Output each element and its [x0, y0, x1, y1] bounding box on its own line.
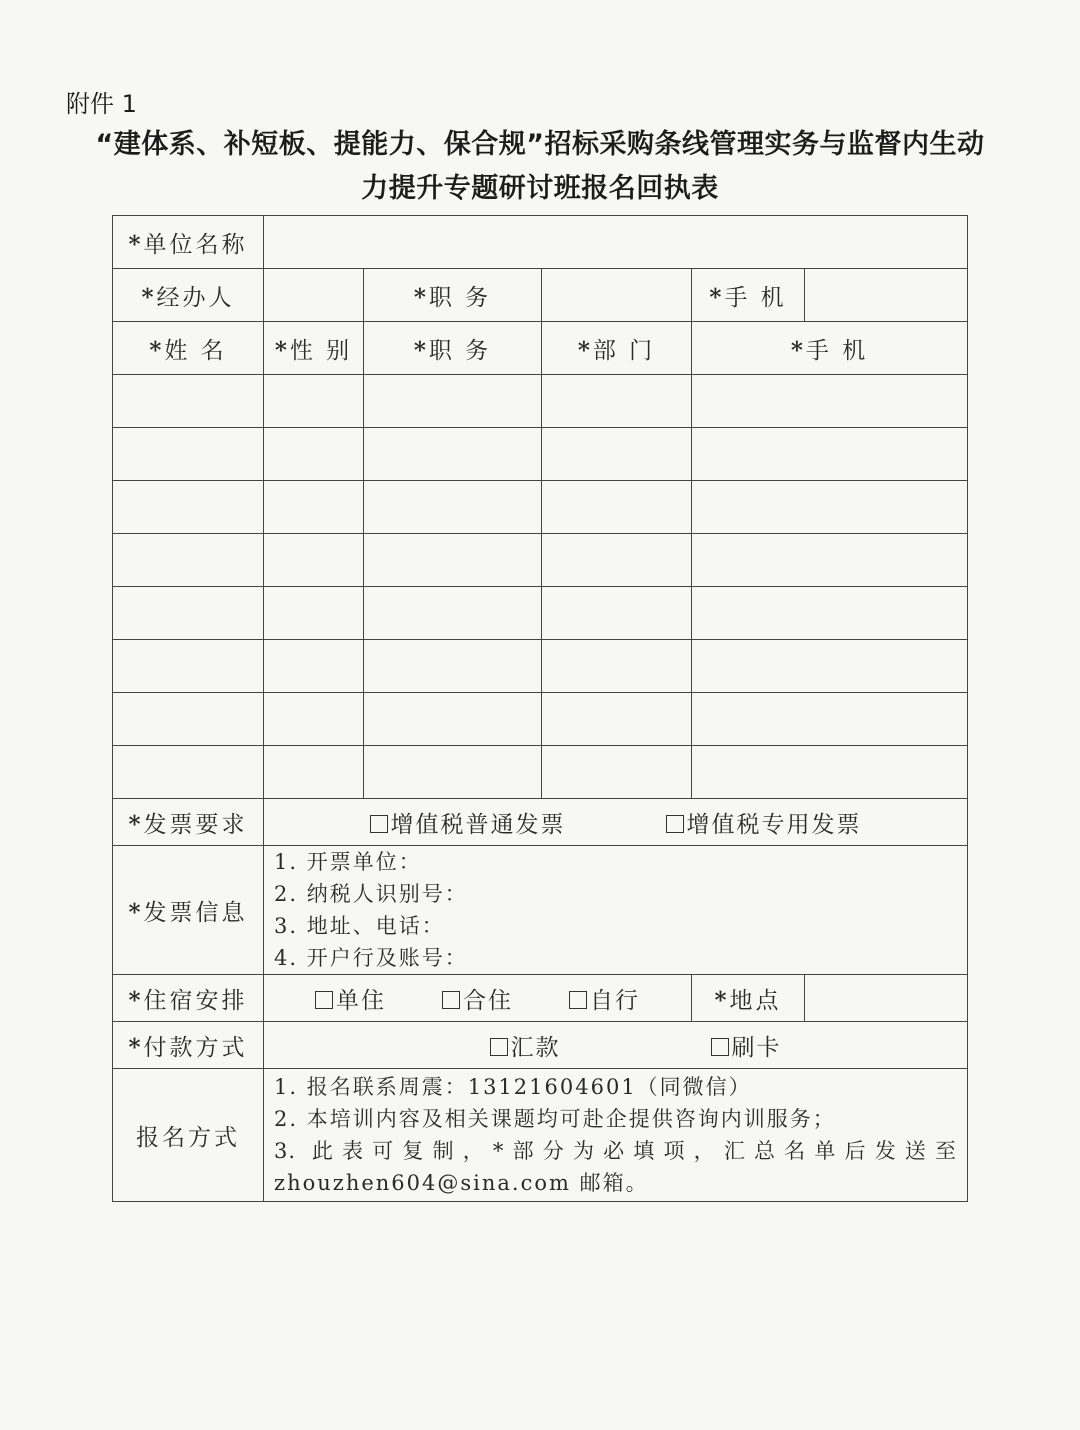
- unit-name-row: [113, 216, 968, 269]
- checkbox-icon[interactable]: [315, 991, 333, 1009]
- department-cell[interactable]: [542, 693, 692, 746]
- invoice-info-line: 3. 地址、电话：: [274, 914, 445, 938]
- handler-mobile-label: *手 机: [692, 269, 805, 322]
- gender-cell[interactable]: [264, 534, 364, 587]
- name-cell[interactable]: [113, 428, 264, 481]
- gender-cell[interactable]: [264, 428, 364, 481]
- handler-position-field[interactable]: [542, 269, 692, 322]
- mobile-cell[interactable]: [692, 481, 968, 534]
- location-field[interactable]: [805, 975, 968, 1022]
- payment-option-card[interactable]: 刷卡: [711, 1029, 782, 1062]
- lodging-options: [264, 975, 692, 1022]
- mobile-cell[interactable]: [692, 640, 968, 693]
- registration-line: 2. 本培训内容及相关课题均可赴企提供咨询内训服务；: [274, 1107, 836, 1131]
- lodging-label: *住宿安排: [113, 975, 264, 1022]
- invoice-option-special[interactable]: 增值税专用发票: [666, 806, 862, 839]
- checkbox-icon[interactable]: [666, 815, 684, 833]
- name-cell[interactable]: [113, 640, 264, 693]
- mobile-cell[interactable]: [692, 375, 968, 428]
- payment-option-transfer[interactable]: 汇款: [490, 1029, 561, 1062]
- registration-info: [264, 1069, 968, 1202]
- department-cell[interactable]: [542, 428, 692, 481]
- column-department: *部 门: [542, 322, 692, 375]
- position-cell[interactable]: [364, 746, 542, 799]
- lodging-option-single[interactable]: 单住: [315, 982, 386, 1015]
- attendee-row: [113, 693, 968, 746]
- gender-cell[interactable]: [264, 587, 364, 640]
- registration-line: 1. 报名联系周震：13121604601（同微信）: [274, 1075, 752, 1099]
- column-position: *职 务: [364, 322, 542, 375]
- invoice-info-line: 4. 开户行及账号：: [274, 946, 468, 970]
- invoice-info-line: 2. 纳税人识别号：: [274, 882, 468, 906]
- handler-label: *经办人: [113, 269, 264, 322]
- attendee-row: [113, 746, 968, 799]
- position-cell[interactable]: [364, 534, 542, 587]
- handler-position-label: *职 务: [364, 269, 542, 322]
- attachment-label: 附件 1: [66, 90, 137, 118]
- payment-label: *付款方式: [113, 1022, 264, 1069]
- department-cell[interactable]: [542, 587, 692, 640]
- checkbox-icon[interactable]: [569, 991, 587, 1009]
- form-title-line-1: “建体系、补短板、提能力、保合规”招标采购条线管理实务与监督内生动: [95, 129, 985, 160]
- mobile-cell[interactable]: [692, 534, 968, 587]
- unit-name-field[interactable]: [264, 216, 968, 269]
- gender-cell[interactable]: [264, 640, 364, 693]
- position-cell[interactable]: [364, 481, 542, 534]
- invoice-info-label: *发票信息: [113, 846, 264, 975]
- name-cell[interactable]: [113, 587, 264, 640]
- invoice-options: [264, 799, 968, 846]
- gender-cell[interactable]: [264, 746, 364, 799]
- registration-line: 3. 此表可复制，*部分为必填项，汇总名单后发送至: [274, 1139, 958, 1163]
- position-cell[interactable]: [364, 640, 542, 693]
- payment-row: [113, 1022, 968, 1069]
- handler-mobile-field[interactable]: [805, 269, 968, 322]
- position-cell[interactable]: [364, 587, 542, 640]
- mobile-cell[interactable]: [692, 746, 968, 799]
- department-cell[interactable]: [542, 640, 692, 693]
- checkbox-icon[interactable]: [370, 815, 388, 833]
- department-cell[interactable]: [542, 375, 692, 428]
- lodging-row: [113, 975, 968, 1022]
- checkbox-icon[interactable]: [711, 1038, 729, 1056]
- registration-label: 报名方式: [113, 1069, 264, 1202]
- invoice-info-line: 1. 开票单位：: [274, 850, 422, 874]
- registration-line-email[interactable]: zhouzhen604@sina.com 邮箱。: [274, 1171, 649, 1195]
- handler-field[interactable]: [264, 269, 364, 322]
- department-cell[interactable]: [542, 534, 692, 587]
- attendee-row: [113, 375, 968, 428]
- invoice-info-row: [113, 846, 968, 975]
- lodging-option-self[interactable]: 自行: [569, 982, 640, 1015]
- handler-row: [113, 269, 968, 322]
- column-name: *姓 名: [113, 322, 264, 375]
- name-cell[interactable]: [113, 481, 264, 534]
- invoice-info-field[interactable]: [264, 846, 968, 975]
- attendee-row: [113, 534, 968, 587]
- mobile-cell[interactable]: [692, 587, 968, 640]
- checkbox-icon[interactable]: [490, 1038, 508, 1056]
- gender-cell[interactable]: [264, 693, 364, 746]
- position-cell[interactable]: [364, 375, 542, 428]
- gender-cell[interactable]: [264, 481, 364, 534]
- registration-form-table: [112, 215, 968, 1202]
- attendee-row: [113, 428, 968, 481]
- gender-cell[interactable]: [264, 375, 364, 428]
- invoice-option-general[interactable]: 增值税普通发票: [370, 806, 566, 839]
- mobile-cell[interactable]: [692, 428, 968, 481]
- location-label: *地点: [692, 975, 805, 1022]
- department-cell[interactable]: [542, 481, 692, 534]
- invoice-requirement-label: *发票要求: [113, 799, 264, 846]
- attendee-row: [113, 481, 968, 534]
- position-cell[interactable]: [364, 428, 542, 481]
- name-cell[interactable]: [113, 375, 264, 428]
- attendee-row: [113, 587, 968, 640]
- name-cell[interactable]: [113, 693, 264, 746]
- form-title-line-2: 力提升专题研讨班报名回执表: [361, 173, 719, 204]
- column-mobile: *手 机: [692, 322, 968, 375]
- attendee-row: [113, 640, 968, 693]
- payment-options: [264, 1022, 968, 1069]
- checkbox-icon[interactable]: [442, 991, 460, 1009]
- mobile-cell[interactable]: [692, 693, 968, 746]
- name-cell[interactable]: [113, 534, 264, 587]
- attendee-header-row: [113, 322, 968, 375]
- registration-row: [113, 1069, 968, 1202]
- invoice-requirement-row: [113, 799, 968, 846]
- unit-name-label: *单位名称: [113, 216, 264, 269]
- position-cell[interactable]: [364, 693, 542, 746]
- lodging-option-shared[interactable]: 合住: [442, 982, 513, 1015]
- department-cell[interactable]: [542, 746, 692, 799]
- name-cell[interactable]: [113, 746, 264, 799]
- column-gender: *性 别: [264, 322, 364, 375]
